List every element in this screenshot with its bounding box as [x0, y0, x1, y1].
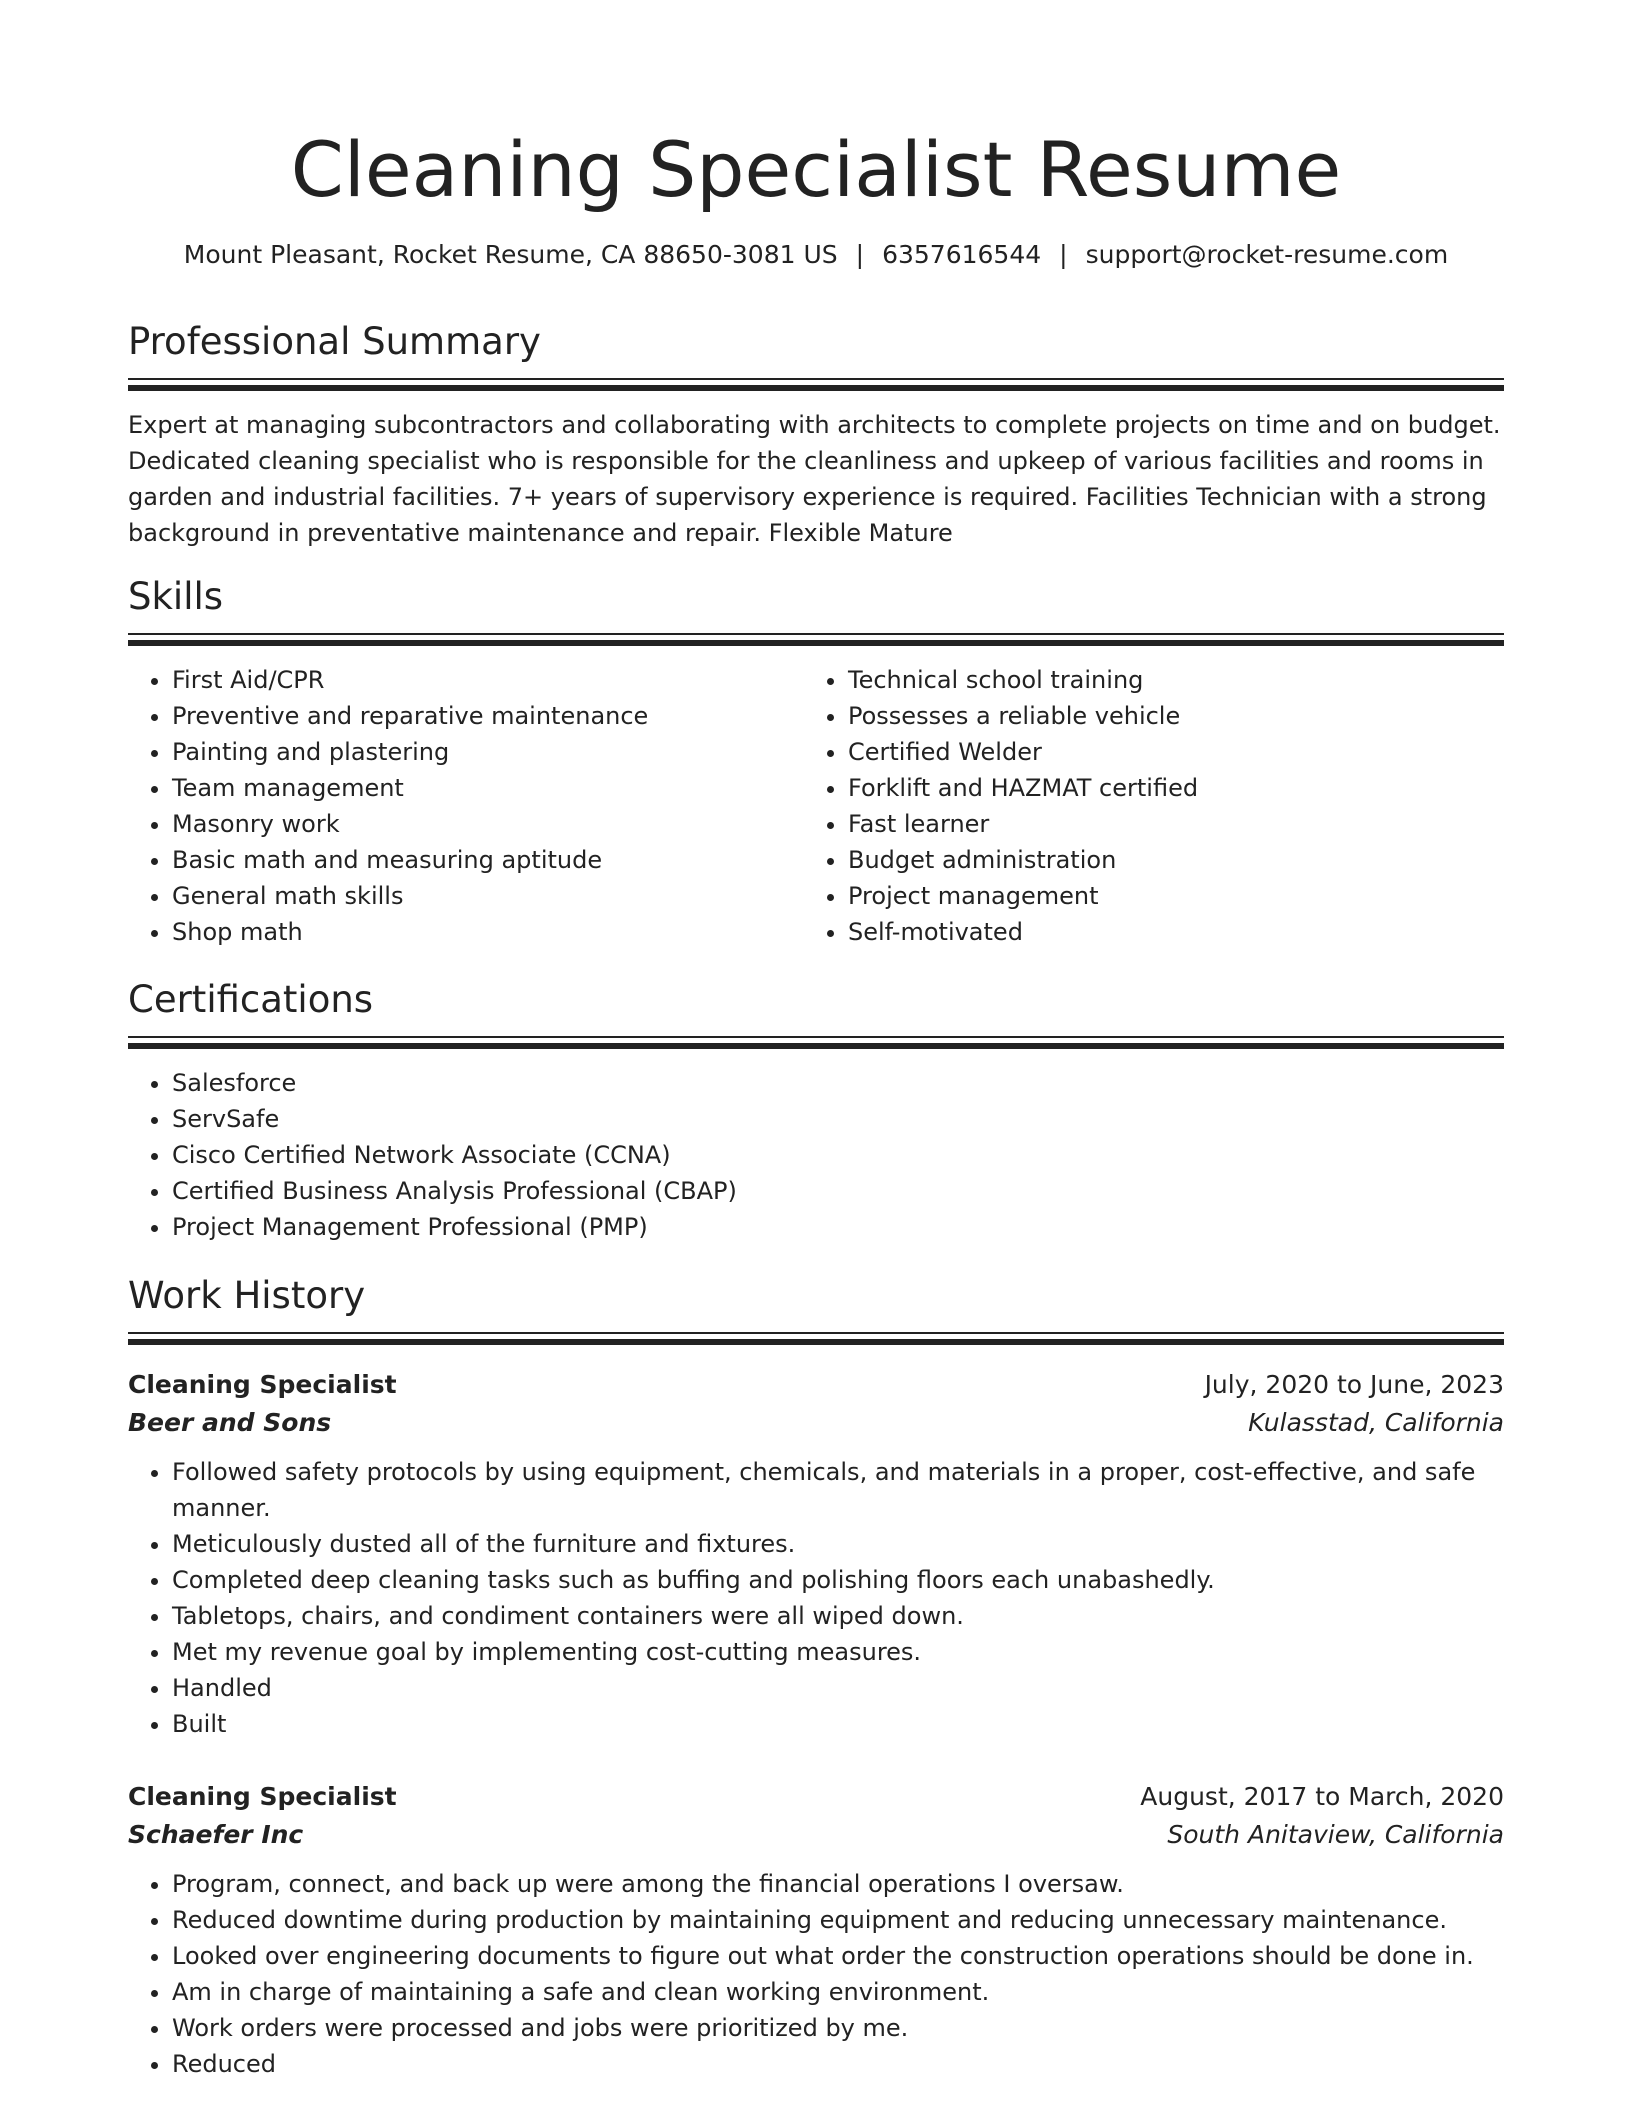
- skill-item: • Project management: [848, 878, 1480, 914]
- section-divider: [128, 633, 1504, 635]
- job-bullet: • Followed safety protocols by using equipment, chemicals, and materials in a proper, cost-effective, and safe manner.: [172, 1454, 1504, 1526]
- skill-item: • Shop math: [172, 914, 804, 950]
- skill-item: • First Aid/CPR: [172, 662, 804, 698]
- contact-email: support@rocket-resume.com: [1085, 240, 1449, 269]
- job-company-row: [128, 1816, 1504, 1854]
- job-title: Cleaning Specialist: [128, 1370, 397, 1399]
- skill-item: • Preventive and reparative maintenance: [172, 698, 804, 734]
- resume-title: Cleaning Specialist Resume: [290, 125, 1342, 214]
- job-entry: [128, 1778, 1504, 2082]
- job-bullets: [128, 1866, 1504, 2082]
- job-location: Kulasstad, California: [1248, 1408, 1504, 1437]
- skill-item: • Certified Welder: [848, 734, 1480, 770]
- certification-item: • Certified Business Analysis Professional (CBAP): [172, 1173, 1504, 1209]
- section-divider: [128, 378, 1504, 380]
- section-divider: [128, 1043, 1504, 1049]
- certification-item: • Salesforce: [172, 1065, 1504, 1101]
- job-entry: [128, 1366, 1504, 1742]
- skill-item: • Technical school training: [848, 662, 1480, 698]
- job-bullet: • Program, connect, and back up were among the financial operations I oversaw.: [172, 1866, 1504, 1902]
- certifications-section: [128, 976, 1504, 1245]
- skill-item: • Team management: [172, 770, 804, 806]
- job-company-row: [128, 1404, 1504, 1442]
- certification-item: • Project Management Professional (PMP): [172, 1209, 1504, 1245]
- job-header-row: [128, 1366, 1504, 1404]
- job-bullet: • Completed deep cleaning tasks such as buffing and polishing floors each unabashedly.: [172, 1562, 1504, 1598]
- summary-section: [128, 318, 1504, 551]
- summary-text: Expert at managing subcontractors and collaborating with architects to complete projects on time and on budget. Dedicated cleaning specialist who is responsible for the cleanliness and upkeep of various facilities and rooms in garden and industrial facilities. 7+ years of supervisory experience is required. Facilities Technician with a strong background in preventative maintenance and repair. Flexible Mature: [128, 411, 1501, 547]
- job-bullets: [128, 1454, 1504, 1742]
- skills-columns: [128, 662, 1504, 950]
- skill-item: • General math skills: [172, 878, 804, 914]
- skill-item: • Fast learner: [848, 806, 1480, 842]
- skills-section: [128, 573, 1504, 950]
- job-bullet: • Work orders were processed and jobs were prioritized by me.: [172, 2010, 1504, 2046]
- section-divider: [128, 385, 1504, 391]
- job-bullet: • Handled: [172, 1670, 1504, 1706]
- job-bullet: • Met my revenue goal by implementing cost-cutting measures.: [172, 1634, 1504, 1670]
- job-dates: August, 2017 to March, 2020: [1140, 1782, 1504, 1811]
- work-history-heading: Work History: [128, 1274, 366, 1317]
- section-divider: [128, 1339, 1504, 1345]
- job-company: Beer and Sons: [128, 1408, 332, 1437]
- job-bullet: • Reduced downtime during production by maintaining equipment and reducing unnecessary maintenance.: [172, 1902, 1504, 1938]
- job-company: Schaefer Inc: [128, 1820, 304, 1849]
- contact-phone: 6357616544: [882, 240, 1042, 269]
- certifications-list: [128, 1065, 1504, 1245]
- skill-item: • Budget administration: [848, 842, 1480, 878]
- certification-item: • ServSafe: [172, 1101, 1504, 1137]
- certifications-heading: Certifications: [128, 978, 374, 1021]
- skill-item: • Forklift and HAZMAT certified: [848, 770, 1480, 806]
- job-bullet: • Meticulously dusted all of the furniture and fixtures.: [172, 1526, 1504, 1562]
- job-bullet: • Am in charge of maintaining a safe and clean working environment.: [172, 1974, 1504, 2010]
- job-bullet: • Reduced: [172, 2046, 1504, 2082]
- skills-heading: Skills: [128, 575, 224, 618]
- job-dates: July, 2020 to June, 2023: [1204, 1370, 1504, 1399]
- contact-address: Mount Pleasant, Rocket Resume, CA 88650-3081 US: [183, 240, 838, 269]
- job-title: Cleaning Specialist: [128, 1782, 397, 1811]
- skill-item: • Painting and plastering: [172, 734, 804, 770]
- section-divider: [128, 1036, 1504, 1038]
- contact-separator: |: [1059, 240, 1068, 269]
- skills-list-left: [128, 662, 804, 950]
- job-bullet: • Looked over engineering documents to figure out what order the construction operations should be done in.: [172, 1938, 1504, 1974]
- job-header-row: [128, 1778, 1504, 1816]
- skill-item: • Possesses a reliable vehicle: [848, 698, 1480, 734]
- section-divider: [128, 640, 1504, 646]
- job-bullet: • Tabletops, chairs, and condiment containers were all wiped down.: [172, 1598, 1504, 1634]
- certification-item: • Cisco Certified Network Associate (CCNA): [172, 1137, 1504, 1173]
- contact-line: [128, 238, 1504, 272]
- skill-item: • Self-motivated: [848, 914, 1480, 950]
- contact-separator: |: [855, 240, 865, 269]
- skills-list-right: [804, 662, 1480, 950]
- skill-item: • Basic math and measuring aptitude: [172, 842, 804, 878]
- section-divider: [128, 1332, 1504, 1334]
- skill-item: • Masonry work: [172, 806, 804, 842]
- job-location: South Anitaview, California: [1167, 1820, 1504, 1849]
- summary-heading: Professional Summary: [128, 320, 541, 363]
- job-bullet: • Built: [172, 1706, 1504, 1742]
- work-history-section: [128, 1272, 1504, 1345]
